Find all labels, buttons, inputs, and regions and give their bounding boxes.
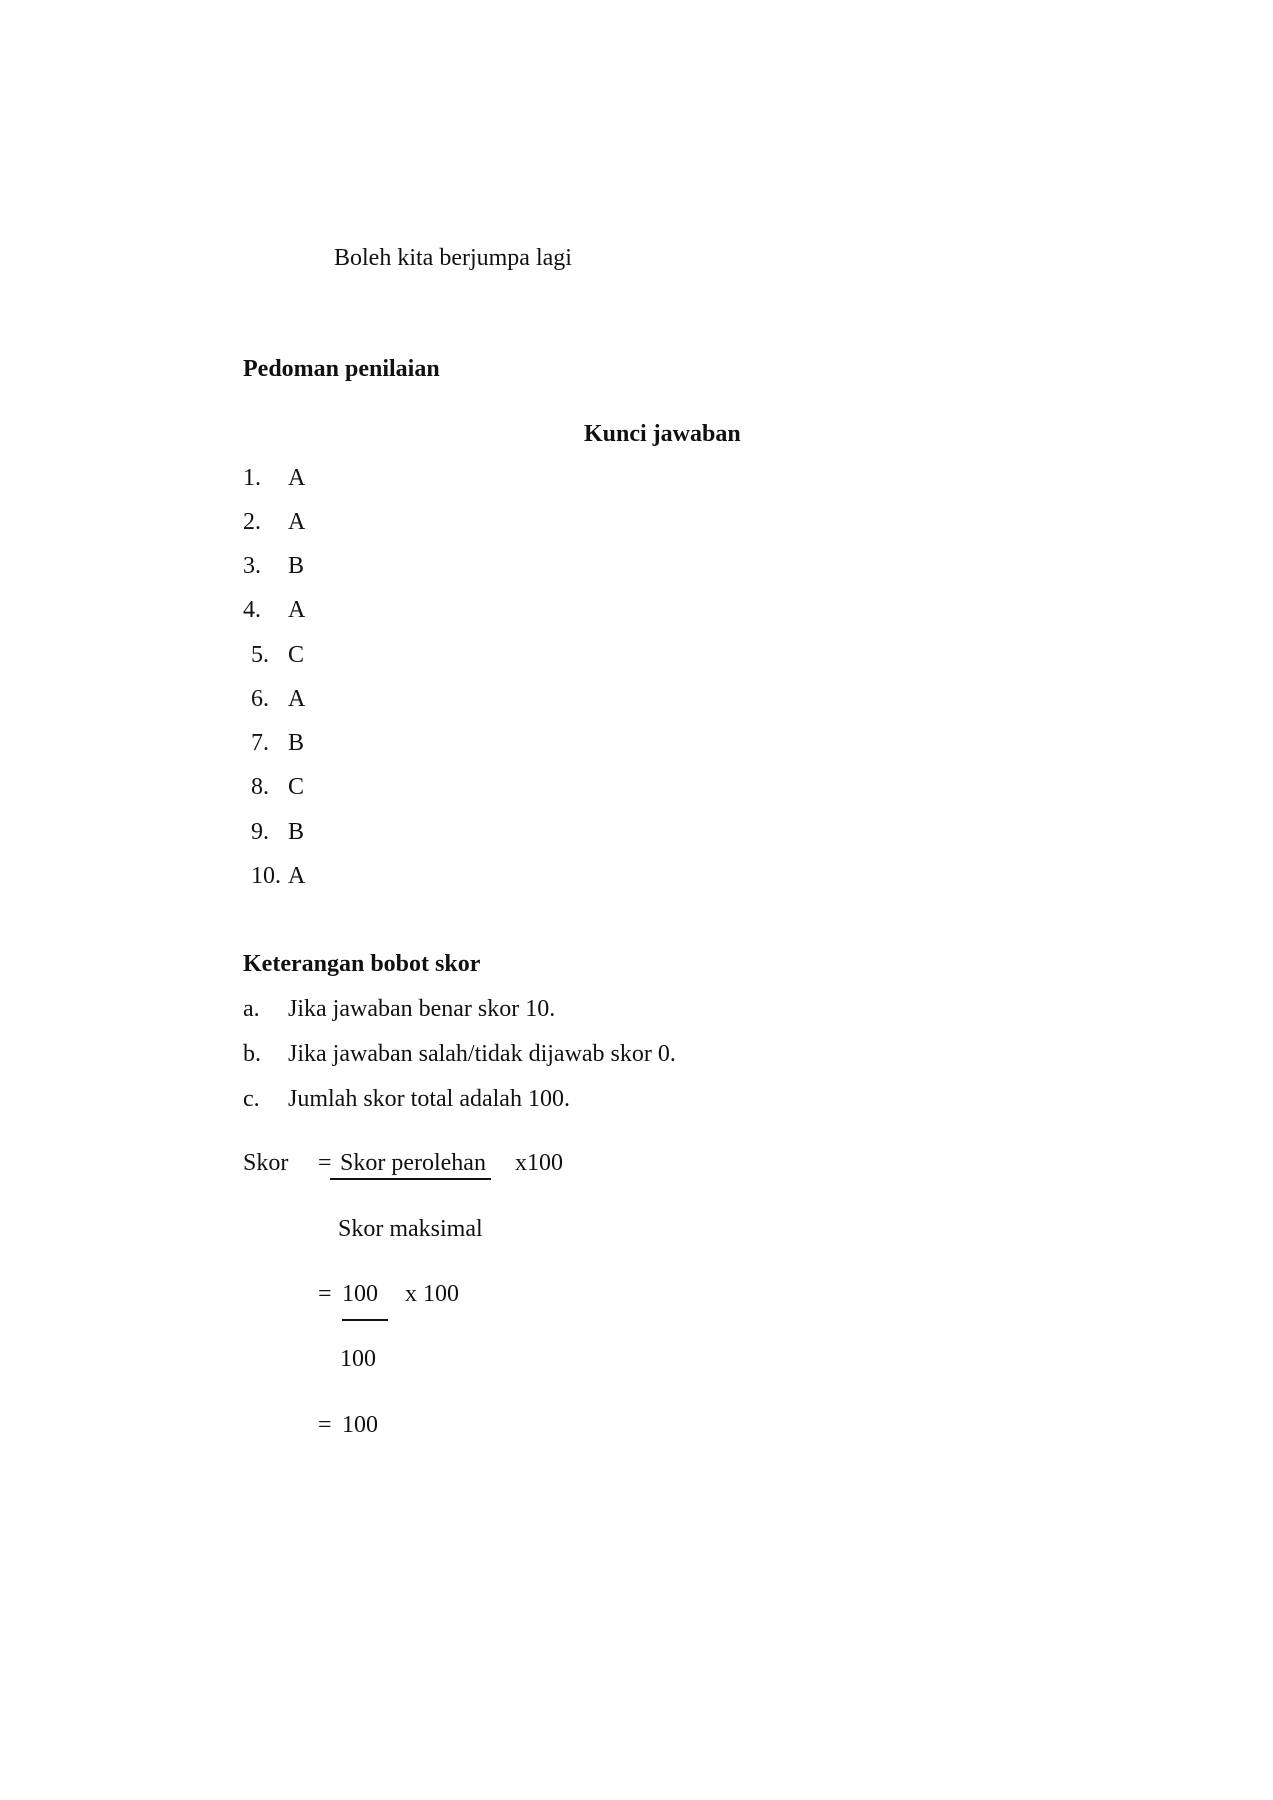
formula-multiplier: x100 <box>515 1150 563 1176</box>
answer-number: 10. <box>251 863 281 889</box>
answer-key-title: Kunci jawaban <box>584 421 741 447</box>
answer-number: 9. <box>251 819 269 845</box>
answer-letter: C <box>288 774 305 800</box>
step2-multiplier: x 100 <box>405 1281 459 1307</box>
scoring-title: Keterangan bobot skor <box>243 951 481 977</box>
section-title: Pedoman penilaian <box>243 356 440 382</box>
answer-letter: A <box>288 509 306 535</box>
answer-letter: A <box>288 597 306 623</box>
answer-number: 7. <box>251 730 269 756</box>
answer-letter: B <box>288 730 305 756</box>
answer-letter: A <box>288 465 306 491</box>
step2-denominator: 100 <box>340 1346 376 1372</box>
scoring-text: Jika jawaban benar skor 10. <box>288 996 556 1022</box>
answer-letter: A <box>288 686 306 712</box>
result-equals: = <box>318 1412 332 1438</box>
answer-letter: A <box>288 863 306 889</box>
result-value: 100 <box>342 1412 378 1438</box>
answer-letter: B <box>288 553 305 579</box>
scoring-marker: b. <box>243 1041 261 1067</box>
step2-equals: = <box>318 1281 332 1307</box>
answer-number: 6. <box>251 686 269 712</box>
answer-number: 5. <box>251 642 269 668</box>
formula-denominator: Skor maksimal <box>338 1216 483 1242</box>
step2-fraction-line <box>342 1319 388 1321</box>
formula-label: Skor <box>243 1150 289 1176</box>
step2-numerator: 100 <box>342 1281 378 1307</box>
answer-letter: C <box>288 642 305 668</box>
scoring-marker: a. <box>243 996 260 1022</box>
formula-numerator: Skor perolehan <box>340 1150 486 1176</box>
answer-number: 2. <box>243 509 261 535</box>
answer-letter: B <box>288 819 305 845</box>
scoring-text: Jumlah skor total adalah 100. <box>288 1086 570 1112</box>
answer-number: 8. <box>251 774 269 800</box>
fraction-line <box>330 1178 491 1180</box>
answer-number: 4. <box>243 597 261 623</box>
scoring-marker: c. <box>243 1086 260 1112</box>
answer-number: 1. <box>243 465 261 491</box>
formula-equals: = <box>318 1150 332 1176</box>
scoring-text: Jika jawaban salah/tidak dijawab skor 0. <box>288 1041 676 1067</box>
answer-number: 3. <box>243 553 261 579</box>
closing-text: Boleh kita berjumpa lagi <box>334 245 572 271</box>
